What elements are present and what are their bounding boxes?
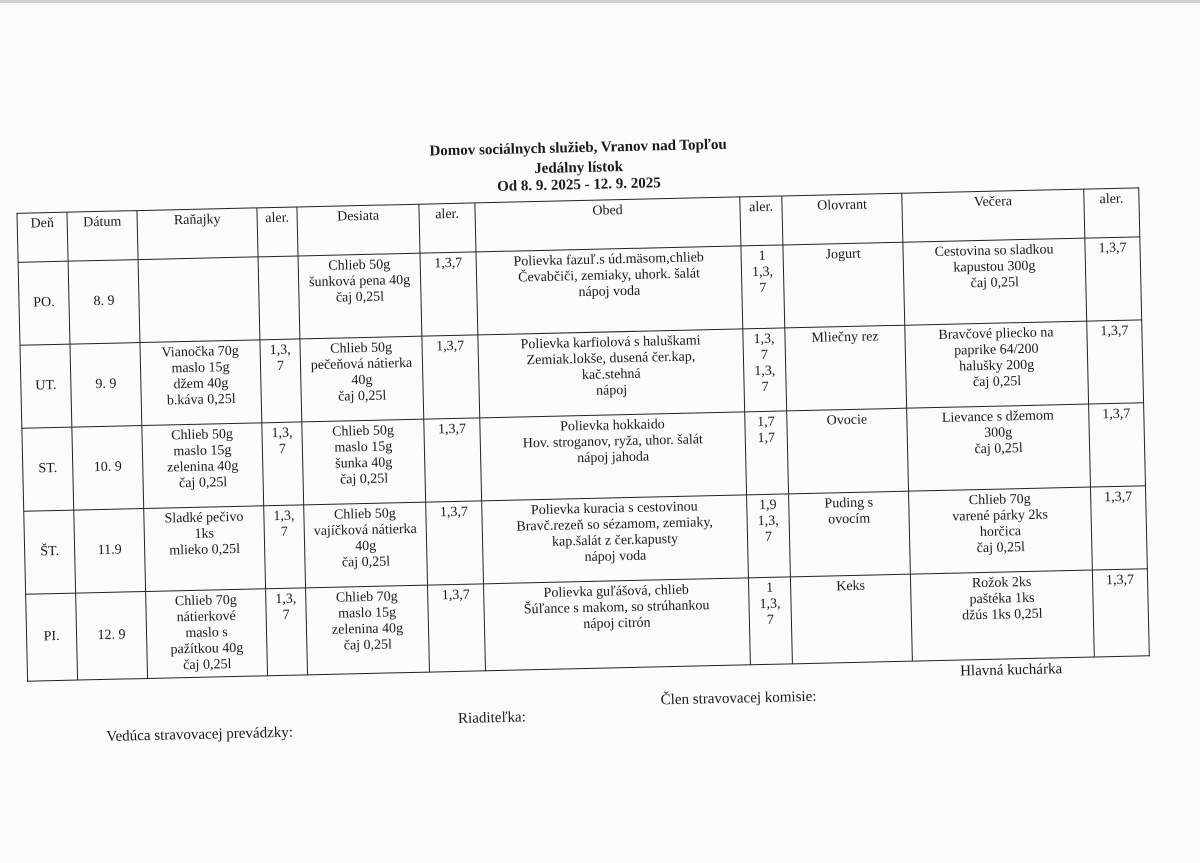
allergen-cell: 1,3,7 [441,587,470,604]
allergen-cell: 1,3, 7 [271,425,293,457]
breakfast-cell: Chlieb 50g maslo 15g zelenina 40g čaj 0,25l [167,426,239,492]
allergen-cell: 1 1,3, 7 [759,580,781,628]
afternoon-snack-cell: Puding s ovocím [824,495,874,528]
snack-cell: Chlieb 50g maslo 15g šunka 40g čaj 0,25l [331,423,395,488]
breakfast-cell: Sladké pečivo 1ks mlieko 0,25l [164,509,244,559]
allergen-cell: 1,3,7 [434,255,463,272]
menu-table [16,187,1149,681]
signature-cook: Hlavná kuchárka [959,661,1063,680]
date-cell: 8. 9 [68,260,140,345]
column-header: aler. [257,207,298,257]
column-header: Obed [475,197,741,252]
column-header: Desiata [297,204,420,256]
day-cell: ŠT. [24,510,76,594]
column-header: aler. [740,196,783,246]
column-header: Dátum [67,211,138,262]
snack-cell: Chlieb 70g maslo 15g zelenina 40g čaj 0,25l [331,589,404,654]
afternoon-snack-cell: Keks [836,578,866,595]
dinner-cell: Bravčové pliecko na paprike 64/200 halušky 200g čaj 0,25l [938,325,1054,391]
column-header: Deň [17,212,68,262]
afternoon-snack-cell: Jogurt [825,246,861,263]
date-cell: 11.9 [74,509,146,594]
snack-cell: Chlieb 50g šunková pena 40g čaj 0,25l [308,257,411,306]
day-cell: ST. [22,427,74,511]
allergen-cell: 1,3,7 [1105,572,1135,589]
column-header: Raňajky [137,208,258,260]
dinner-cell: Lievance s džemom 300g čaj 0,25l [941,408,1054,458]
allergen-cell: 1,3,7 [439,504,469,521]
signature-director: Riaditeľka: [457,709,526,727]
day-cell: UT. [20,344,72,428]
snack-cell: Chlieb 50g vajíčková nátierka 40g čaj 0,25l [313,506,417,571]
column-header: aler. [419,203,476,253]
allergen-cell: 1,3,7 [1100,323,1129,340]
allergen-cell: 1,9 1,3, 7 [757,497,779,545]
dinner-cell: Chlieb 70g varené párky 2ks horčica čaj 0,25l [952,491,1049,557]
dinner-cell: Rožok 2ks paštéka 1ks džús 1ks 0,25l [961,574,1043,624]
allergen-cell: 1,7 1,7 [757,414,776,447]
signature-committee: Člen stravovacej komisie: [660,688,817,709]
lunch-cell: Polievka fazuľ.s úd.mäsom,chlieb Čevabčiči, zemiaky, uhork. šalát nápoj voda [513,250,705,301]
date-cell: 12. 9 [76,592,148,681]
lunch-cell: Polievka karfiolová s haluškami Zemiak.lokše, dusená čer.kap, kač.stehná nápoj [520,333,701,399]
breakfast-cell: Vianočka 70g maslo 15g džem 40g b.káva 0,25l [161,343,239,409]
afternoon-snack-cell: Mliečny rez [811,329,879,346]
allergen-cell: 1,3,7 [437,421,467,438]
allergen-cell: 1,3,7 [1104,489,1133,506]
allergen-cell: 1,3, 7 [269,342,291,374]
allergen-cell: 1,3,7 [1098,240,1127,257]
column-header: aler. [1084,188,1140,238]
document-title: Jedálny lístok [534,159,624,178]
menu-period: Od 8. 9. 2025 - 12. 9. 2025 [496,175,662,195]
breakfast-cell: Chlieb 70g nátierkové maslo s pažítkou 40g čaj 0,25l [170,592,244,674]
column-header: Večera [902,189,1085,242]
column-header: Olovrant [782,193,903,245]
dinner-cell: Cestovina so sladkou kapustou 300g čaj 0,25l [934,242,1054,292]
allergen-cell: 1,3,7 [1102,406,1131,423]
allergen-cell: 1 1,3, 7 [751,248,774,297]
allergen-cell: 1,3, 7 1,3, 7 [753,331,776,395]
day-cell: PI. [26,593,78,681]
date-cell: 9. 9 [70,343,142,428]
allergen-cell: 1,3, 7 [275,591,297,623]
allergen-cell [261,260,296,261]
snack-cell: Chlieb 50g pečeňová nátierka 40g čaj 0,25l [310,340,413,405]
day-cell: PO. [18,261,70,345]
signature-manager: Vedúca stravovacej prevádzky: [106,724,294,745]
date-cell: 10. 9 [72,426,144,511]
allergen-cell: 1,3,7 [435,338,465,355]
afternoon-snack-cell: Ovocie [826,412,868,429]
lunch-cell: Polievka hokkaido Hov. stroganov, ryža, uhor. šalát nápoj jahoda [522,417,704,467]
institution-name: Domov sociálnych služieb, Vranov nad Topľou [429,136,727,160]
lunch-cell: Polievka guľášová, chlieb Šúľance s makom, so strúhankou nápoj citrón [523,582,710,633]
lunch-cell: Polievka kuracia s cestovinou Bravč.rezeň so sézamom, zemiaky, kap.šalát z čer.kapusty nápoj voda [516,499,714,566]
breakfast-cell [141,260,256,263]
allergen-cell: 1,3, 7 [273,508,295,540]
